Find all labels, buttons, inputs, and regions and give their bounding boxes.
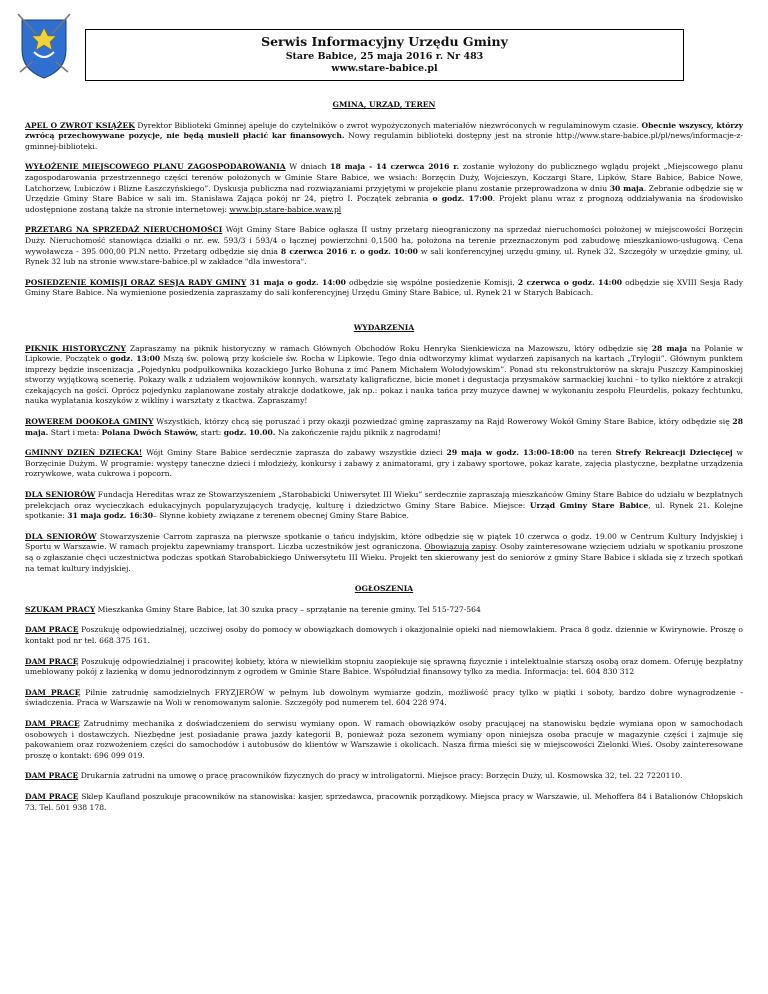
- notice-title: DLA SENIORÓW: [25, 531, 97, 541]
- ad-text: Mieszkanka Gminy Stare Babice, lat 30 szuka pracy – sprzątanie na terenie gminy. Tel 515-727-564: [95, 604, 481, 614]
- ad-text: Poszukuję odpowiedzialnej i pracowitej kobiety, która w niewielkim stopniu zaopiekuje się sprawną fizycznie i intelektualnie starszą osobą oraz domem. Oferuję bezpłatny umeblowany pokój z łazienką w domu jednorodzinnym z ogrodem w Gminie Stare Babice. Współudział finansowy tylko za media. Informacja: tel. 604 830 312: [25, 656, 743, 677]
- notice-item: [25, 532, 743, 574]
- ad-item: [25, 688, 743, 709]
- ad-title: SZUKAM PRACY: [25, 604, 96, 614]
- ad-title: DAM PRACĘ: [25, 687, 81, 697]
- section-heading: WYDARZENIA: [353, 322, 415, 332]
- notice-text: start:: [198, 427, 224, 437]
- ad-title: DAM PRACĘ: [25, 718, 80, 728]
- notice-text: na Polanie w Lipkowie. Początek o: [25, 343, 743, 364]
- notice-text: Mszą św. polową przy kościele św. Rocha w Lipkowie. Tego dnia odtworzymy klimat wydarzeń zapisanych na kartach „Trylogii”. Głównym punktem imprezy będzie inscenizacja „Pojedynku podpułkownika kozackiego Jurko Bohuna z imć Panem Michałem Wołodyjowskim”. Ponad stu rekonstruktorów na skraju Puszczy Kampinoskiej stworzy wyjątkową scenerię. Pokazy walk z udziałem wojowników konnych, warsztaty kaligraficzne, bicie monet i degustacja przysmaków sarmackiej kuchni - to tylko niektóre z atrakcji czekających na gości. Oprócz pojedynku zaplanowane zostały atrakcje dodatkowe, jak np.: pokaz i nauka tańca przy muzyce dawnej w wykonaniu zespołu Fleurdelis, pokazy fechtunku, nauka wyplatania koszyków z wikliny i warsztaty z tkactwa. Zapraszamy!: [25, 354, 743, 406]
- notice-emphasis: 2 czerwca o godz. 14:00: [517, 277, 623, 287]
- notice-item: [25, 490, 743, 522]
- notice-title: POSIEDZENIE KOMISJI ORAZ SESJA RADY GMINY: [25, 277, 247, 287]
- notice-title: PRZETARG NA SPRZEDAŻ NIERUCHOMOŚCI: [25, 225, 223, 235]
- notice-item: [25, 448, 743, 480]
- notice-item: [25, 344, 743, 408]
- notice-item: [25, 417, 743, 438]
- notice-text: Zapraszamy na piknik historyczny w ramach Głównych Obchodów Roku Henryka Sienkiewicza na Mazowszu, który odbędzie się: [125, 343, 652, 353]
- ad-title: DAM PRACĘ: [25, 625, 79, 635]
- notice-text: . Projekt planu wraz z prognozą oddziaływania na środowisko udostępnione zostaną także na stronie internetowej:: [25, 194, 743, 214]
- notice-text: . Zebranie odbędzie się w Urzędzie Gminy Stare Babice w sali im. Stanisława Zająca pokój nr 24, piętro I. Początek zebrania: [25, 183, 743, 204]
- notice-text: Stowarzyszenie Carrom zaprasza na pierwsze spotkanie o tańcu indyjskim, które odbędzie się w piątek 10 czerwca o godz. 19.00 w Centrum Kultury Indyjskiej i Sportu w Warszawie. W ramach projektu zapewniamy transport. Liczba uczestników jest ograniczona.: [25, 531, 743, 552]
- notice-emphasis: 18 maja - 14 czerwca 2016 r.: [330, 162, 460, 172]
- notice-emphasis: godz. 13:00: [110, 354, 161, 364]
- notice-text: Wszystkich, którzy chcą się poruszać i przy okazji pozwiedzać gminę zapraszamy na Rajd Rowerowy Wokół Gminy Stare Babice, który odbędzie się: [153, 417, 733, 427]
- notice-text: Fundacja Hereditas wraz ze Stowarzyszeniem „Starobabicki Uniwersytet III Wieku” serdecznie zapraszają mieszkańców Gminy Stare Babice do udziału w bezpłatnych prelekcjach oraz wycieczkach edukacyjnych popularyzujących tradycję, kulturę i dziedzictwo Gminy Stare Babice. Miejsce:: [25, 490, 743, 510]
- ad-text: Drukarnia zatrudni na umowę o pracę pracowników fizycznych do pracy w introligatorni. Miejsce pracy: Borzęcin Duży, ul. Kosmowska 32, tel. 22 7220110.: [78, 771, 683, 781]
- notice-title: APEL O ZWROT KSIĄŻEK: [25, 120, 135, 130]
- ad-item: [25, 792, 743, 813]
- ad-item: [25, 771, 743, 782]
- notice-text: odbędzie się wspólne posiedzenie Komisji,: [345, 277, 518, 287]
- notice-text: Na zakończenie rajdu piknik z nagrodami!: [275, 427, 441, 437]
- notice-text: , ul. Rynek 21. Kolejne spotkanie:: [25, 500, 743, 521]
- notice-emphasis: 8 czerwca 2016 r. o godz. 10:00: [280, 246, 418, 256]
- masthead: [85, 29, 684, 81]
- notice-text: odbędzie się XVIII Sesja Rady Gminy Stare Babice. Na wymienione posiedzenia zapraszamy do sali konferencyjnej Urzędu Gminy Stare Babice, ul. Rynek 21 w Starych Babicach.: [25, 277, 743, 298]
- notice-emphasis: o godz. 17:00: [432, 194, 493, 204]
- bip-link[interactable]: www.bip.stare-babice.waw.pl: [229, 204, 342, 214]
- notice-item: [25, 278, 743, 299]
- notice-text: Wójt Gminy Stare Babice serdecznie zaprasza do zabawy wszystkie dzieci: [142, 448, 447, 458]
- notice-text: w sali konferencyjnej urzędu gminy, ul. Rynek 32. Szczegóły w urzędzie gminy, ul. Rynek 32 lub na stronie www.stare-babice.pl w zakładce "dla inwestora".: [25, 246, 743, 267]
- notice-underlined: Obowiązują zapisy: [424, 542, 495, 552]
- notice-emphasis: 31 maja godz. 16:30: [67, 511, 153, 521]
- ad-title: DAM PRACĘ: [25, 656, 79, 666]
- ad-text: Pilnie zatrudnię samodzielnych FRYZJERÓW w pełnym lub dowolnym wymiarze godzin, możliwość pracy tylko w piątki i soboty, bardzo dobre wynagrodzenie - świadczenia. Praca w Warszawie na Woli w renomowanym salonie. Szczegóły pod numerem tel. 604 228 974.: [25, 687, 743, 708]
- bulletin-body: [25, 100, 743, 823]
- section-heading: OGŁOSZENIA: [354, 584, 414, 594]
- ad-item: [25, 605, 743, 616]
- notice-item: [25, 162, 743, 215]
- notice-text: Nowy regulamin biblioteki dostępny jest na stronie http://www.stare-babice.pl/pl/news/informacje-z-gminnej-biblioteki.: [25, 131, 743, 151]
- ad-text: Zatrudnimy mechanika z doświadczeniem do serwisu wymiany opon. W ramach obowiązków osoby pracującej na stanowisku będzie wymiana opon w samochodach osobowych i dostawczych. Niezbędne jest posiadanie prawa jazdy kategorii B, ponieważ poza sezonem wymiany opon niniejsza osoba pracuje w magazynie części i zajmuje się pakowaniem oraz rozwożeniem części do samochodów i autobusów do klientów w Warszawie i okolicach. Nasza firma mieści się w miejscowości Zielonki Wieś. Osoby zainteresowane proszę o kontakt: 696 099 019.: [25, 718, 743, 760]
- ad-item: [25, 719, 743, 761]
- notice-emphasis: 31 maja o godz. 14:00: [246, 277, 346, 287]
- website-link[interactable]: www.stare-babice.pl: [331, 63, 438, 74]
- issue-line: Stare Babice, 25 maja 2016 r. Nr 483: [285, 51, 484, 62]
- publication-title: Serwis Informacyjny Urzędu Gminy: [261, 34, 508, 49]
- notice-text: na teren: [574, 448, 616, 458]
- notice-emphasis: 28 maja: [651, 343, 688, 353]
- notice-title: PIKNIK HISTORYCZNY: [25, 343, 126, 353]
- notice-title: DLA SENIORÓW: [25, 490, 96, 500]
- notice-emphasis: 30 maja: [609, 183, 644, 193]
- notice-emphasis: Urząd Gminy Stare Babice: [529, 500, 649, 510]
- notice-emphasis: Polana Dwóch Stawów,: [101, 427, 199, 437]
- notice-text: – Słynne kobiety związane z terenem obecnej Gminy Stare Babice.: [153, 511, 409, 521]
- ad-text: Poszukuję odpowiedzialnej, uczciwej osoby do pomocy w obowiązkach domowych i okazjonalnie opieki nad niemowlakiem. Praca 8 godz. dziennie w Kwirynowie. Proszę o kontakt pod nr tel. 668 375 161.: [25, 625, 743, 645]
- notice-emphasis: 28 maja.: [25, 417, 743, 437]
- ad-title: DAM PRACĘ: [25, 791, 79, 801]
- ad-title: DAM PRACĘ: [25, 771, 79, 781]
- notice-title: WYŁOŻENIE MIEJSCOWEGO PLANU ZAGOSPODAROWANIA: [25, 162, 286, 172]
- notice-item: [25, 121, 743, 153]
- notice-emphasis: Strefy Rekreacji Dziecięcej: [615, 448, 733, 458]
- notice-text: zostanie wyłożony do publicznego wglądu projekt „Miejscowego planu zagospodarowania przestrzennego części terenów położonych w Gminie Stare Babice, we wsiach: Borzęcin Duży, Wojcieszyn, Koczargi Stare, Lipków, Stare Babice, Babice Nowe, Latchorzew, Lubiczów i Blizne Łaszczyńskiego”. Dyskusja publiczna nad rozwiązaniami przyjętymi w projekcie planu zostanie przeprowadzona w dniu: [25, 162, 743, 193]
- section-heading: GMINA, URZĄD, TEREN: [332, 100, 436, 109]
- notice-emphasis: Obecnie wszyscy, którzy zwrócą przechowywane pozycje, nie będą musieli płacić kar finansowych.: [25, 120, 743, 141]
- notice-emphasis: godz. 10.00.: [223, 427, 276, 437]
- notice-text: Dyrektor Biblioteki Gminnej apeluje do czytelników o zwrot wypożyczonych materiałów niezwróconych w regulaminowym czasie.: [134, 120, 642, 130]
- notice-text: w Borzęcinie Dużym. W programie: występy taneczne dzieci i młodzieży, konkursy i zabawy z animatorami, gry i zabawy sportowe, pokaz karate, zajęcia plastyczne, bezpłatne urządzenia rozrywkowe, wata cukrowa i popcorn.: [25, 448, 743, 479]
- notice-text: W dniach: [285, 162, 331, 172]
- notice-text: Start i meta:: [48, 427, 102, 437]
- notice-emphasis: 29 maja w godz. 13:00-18:00: [446, 448, 575, 458]
- notice-title: ROWEREM DOOKOŁA GMINY: [25, 417, 154, 427]
- ad-item: [25, 625, 743, 646]
- coat-of-arms-icon: [16, 12, 72, 82]
- ad-text: Sklep Kaufland poszukuje pracowników na stanowiska: kasjer, sprzedawca, pracownik porządkowy. Miejsca pracy w Warszawie, ul. Mehoffera 84 i Batalionów Chłopskich 73. Tel. 501 938 178.: [25, 791, 743, 812]
- ad-item: [25, 657, 743, 678]
- notice-item: [25, 225, 743, 267]
- notice-title: GMINNY DZIEŃ DZIECKA!: [25, 448, 143, 458]
- notice-text: Wójt Gminy Stare Babice ogłasza II ustny przetarg nieograniczony na sprzedaż nieruchomości położonej w miejscowości Borzęcin Duży. Nieruchomość stanowiąca działki o nr. ew. 593/3 i 593/4 o łącznej powierzchni 0,1500 ha, położona na terenie przeznaczonym pod zabudowę mieszkaniowo-usługową. Cena wywoławcza - 395 000,00 PLN netto. Przetarg odbędzie się dnia: [25, 225, 743, 256]
- notice-text: . Osoby zainteresowane wzięciem udziału w spotkaniu proszone są o zgłaszanie chęci uczestnictwa podczas spotkań Starobabickiego Uniwersytetu III Wieku. Projekt ten skierowany jest do seniorów z gminy Stare Babice i składa się z trzech spotkań na temat kultury indyjskiej.: [25, 542, 743, 573]
